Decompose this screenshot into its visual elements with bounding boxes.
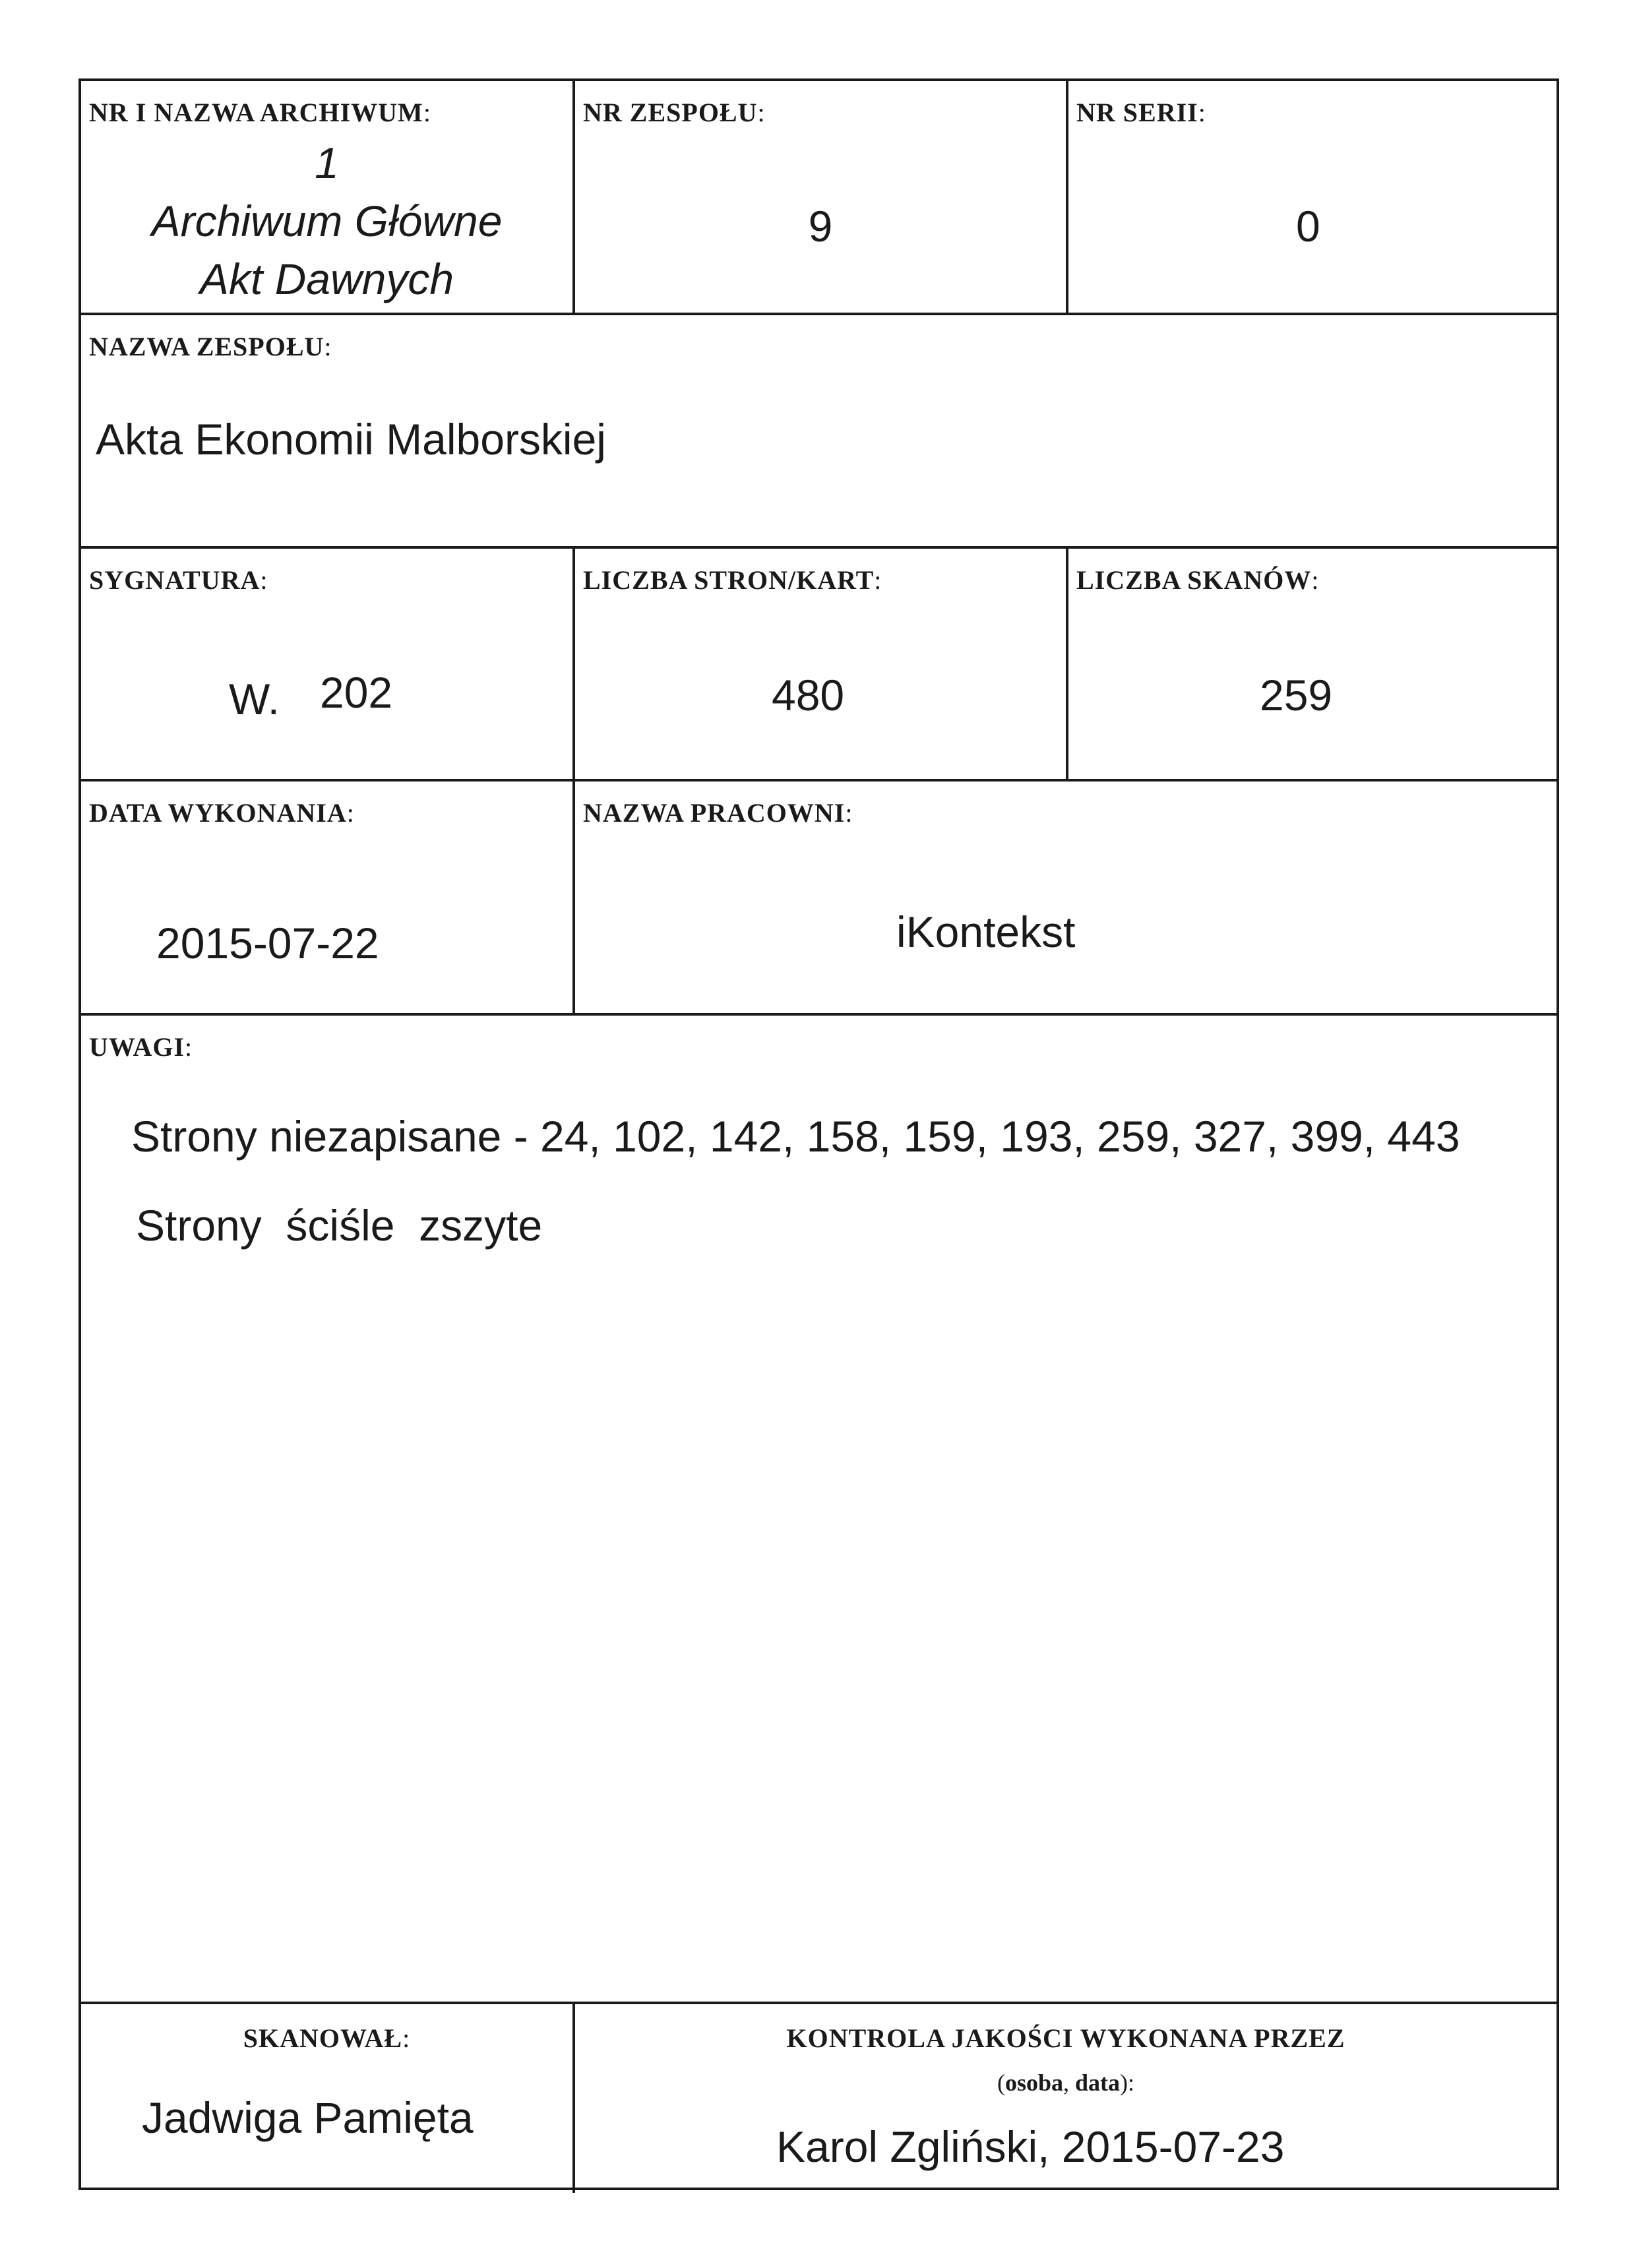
series-number-label: NR SERII: xyxy=(1076,98,1206,127)
signature-prefix: W. xyxy=(229,675,280,723)
workshop-label: NAZWA PRACOWNI: xyxy=(583,798,853,828)
remarks-line2: Strony ściśle zszyte xyxy=(136,1201,543,1250)
signature-label: SYGNATURA: xyxy=(89,565,268,595)
scan-count-cell xyxy=(1068,549,1557,779)
remarks-cell xyxy=(81,1016,1557,2002)
date-value: 2015-07-22 xyxy=(156,919,379,967)
series-number-value: 0 xyxy=(1296,202,1320,251)
fonds-number-cell xyxy=(575,81,1066,313)
archive-number: 1 xyxy=(315,138,339,187)
quality-control-cell xyxy=(575,2004,1557,2193)
fonds-name-cell xyxy=(81,315,1557,546)
workshop-cell xyxy=(575,782,1557,1013)
quality-control-value: Karol Zgliński, 2015-07-23 xyxy=(776,2122,1285,2171)
fonds-name-label: NAZWA ZESPOŁU: xyxy=(89,332,332,361)
scan-count-label: LICZBA SKANÓW: xyxy=(1076,565,1320,595)
remarks-label: UWAGI: xyxy=(89,1032,193,1062)
scanned-by-cell xyxy=(81,2004,572,2193)
archive-label: NR I NAZWA ARCHIWUM: xyxy=(89,98,431,127)
page-count-cell xyxy=(575,549,1066,779)
archive-cell xyxy=(81,81,572,313)
sublabel-person: osoba xyxy=(1004,2069,1063,2096)
fonds-number-label: NR ZESPOŁU: xyxy=(583,98,766,127)
quality-control-label: KONTROLA JAKOŚCI WYKONANA PRZEZ xyxy=(786,2023,1345,2053)
archive-name-line2: Akt Dawnych xyxy=(199,255,454,303)
page-count-label: LICZBA STRON/KART: xyxy=(583,565,882,595)
page-count-value: 480 xyxy=(772,671,845,720)
record-card xyxy=(78,78,1559,2190)
scan-count-value: 259 xyxy=(1260,671,1333,720)
date-cell xyxy=(81,782,572,1013)
fonds-number-value: 9 xyxy=(808,202,833,251)
archive-name-line1: Archiwum Główne xyxy=(151,197,503,245)
series-number-cell xyxy=(1068,81,1557,313)
quality-control-sublabel: (osoba, data): xyxy=(997,2069,1135,2096)
remarks-line1: Strony niezapisane - 24, 102, 142, 158, 159, 193, 259, 327, 399, 443 xyxy=(131,1112,1460,1161)
fonds-name-value: Akta Ekonomii Malborskiej xyxy=(96,415,606,464)
scanned-by-label: SKANOWAŁ: xyxy=(243,2023,411,2053)
sublabel-date: data xyxy=(1075,2069,1121,2096)
date-label: DATA WYKONANIA: xyxy=(89,798,355,828)
signature-cell xyxy=(81,549,572,779)
scanned-by-value: Jadwiga Pamięta xyxy=(142,2093,474,2142)
signature-value: 202 xyxy=(320,668,393,717)
workshop-value: iKontekst xyxy=(896,907,1076,956)
